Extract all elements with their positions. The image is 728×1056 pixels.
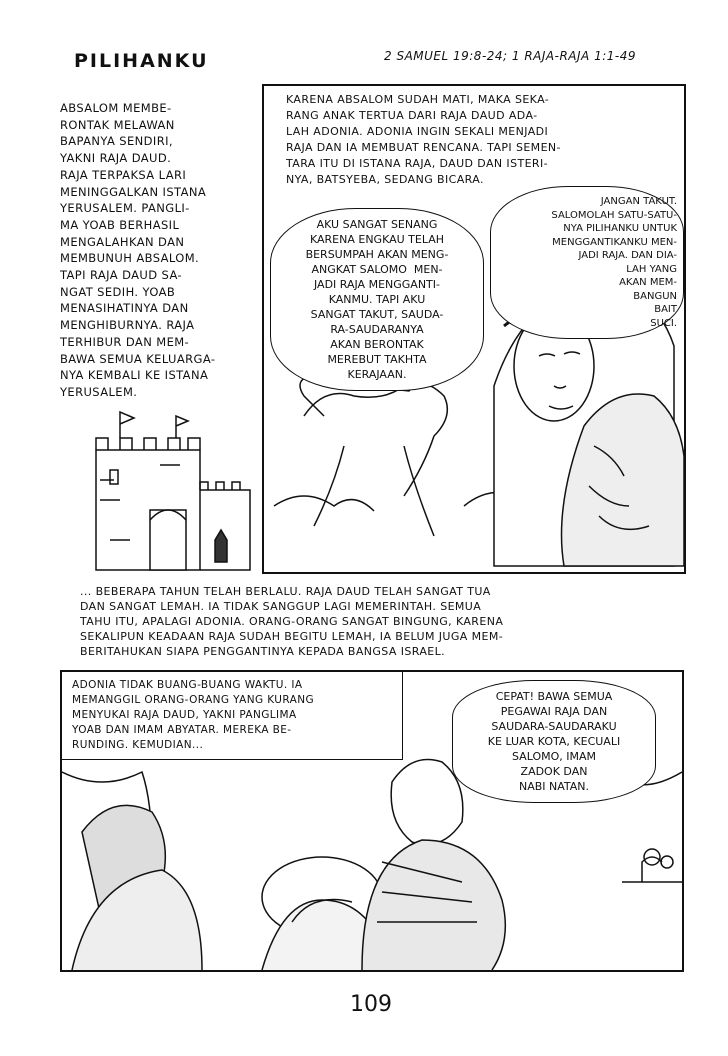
panel3-caption: ADONIA TIDAK BUANG-BUANG WAKTU. IA MEMANGGIL ORANG-ORANG YANG KURANG MENYUKAI RAJA DAUD, YAKNI PANGLIMA YOAB DAN IMAM ABYATAR. MEREKA BE- RUNDING. KEMUDIAN... (62, 672, 403, 760)
narration-caption: ... BEBERAPA TAHUN TELAH BERLALU. RAJA DAUD TELAH SANGAT TUA DAN SANGAT LEMAH. IA TIDAK SANGGUP LAGI MEMERINTAH. SEMUA TAHU ITU, APALAGI ADONIA. ORANG-ORANG SANGAT BINGUNG, KARENA SEKALIPUN KEADAAN RAJA SUDAH BEGITU LEMAH, IA BELUM JUGA MEM- BERITAHUKAN SIAPA PENGGANTINYA KEPADA BANGSA ISRAEL. (80, 585, 504, 658)
panel-3 (60, 670, 684, 972)
speech-bubble-adonia: CEPAT! BAWA SEMUA PEGAWAI RAJA DAN SAUDARA-SAUDARAKU KE LUAR KOTA, KECUALI SALOMO, IMAM ZADOK DAN NABI NATAN. (452, 680, 656, 803)
panel-2 (262, 84, 686, 574)
scripture-reference: 2 SAMUEL 19:8-24; 1 RAJA-RAJA 1:1-49 (384, 49, 636, 63)
panel2-caption: KARENA ABSALOM SUDAH MATI, MAKA SEKA- RANG ANAK TERTUA DARI RAJA DAUD ADA- LAH ADONIA. ADONIA INGIN SEKALI MENJADI RAJA DAN IA MEMBUAT RENCANA. TAPI SEMEN- TARA ITU DI ISTANA RAJA, DAUD DAN ISTERI- NYA, BATSYEBA, SEDANG BICARA. (286, 93, 561, 186)
speech-bubble-batsyeba: AKU SANGAT SENANG KARENA ENGKAU TELAH BERSUMPAH AKAN MENG- ANGKAT SALOMO MEN- JADI RAJA MENGGANTI- KANMU. TAPI AKU SANGAT TAKUT, SAUDA- RA-SAUDARANYA AKAN BERONTAK MEREBUT TAKHTA KERAJAAN. (270, 208, 484, 391)
panel1-caption: ABSALOM MEMBE- RONTAK MELAWAN BAPANYA SENDIRI, YAKNI RAJA DAUD. RAJA TERPAKSA LARI MENINGGALKAN ISTANA YERUSALEM. PANGLI- MA YOAB BERHASIL MENGALAHKAN DAN MEMBUNUH ABSALOM. TAPI RAJA DAUD SA- NGAT SEDIH. YOAB MENASIHATINYA DAN MENGHIBURNYA. RAJA TERHIBUR DAN MEM- BAWA SEMUA KELUARGA- NYA KEMBALI KE ISTANA YERUSALEM. (60, 101, 216, 399)
page-number: 109 (350, 992, 392, 1017)
speech-bubble-daud: JANGAN TAKUT. SALOMOLAH SATU-SATU- NYA PILIHANKU UNTUK MENGGANTIKANKU MEN- JADI RAJA. DAN DIA- LAH YANG AKAN MEM- BANGUN BAIT SUCI. (490, 186, 684, 339)
page-title: PILIHANKU (74, 50, 209, 72)
